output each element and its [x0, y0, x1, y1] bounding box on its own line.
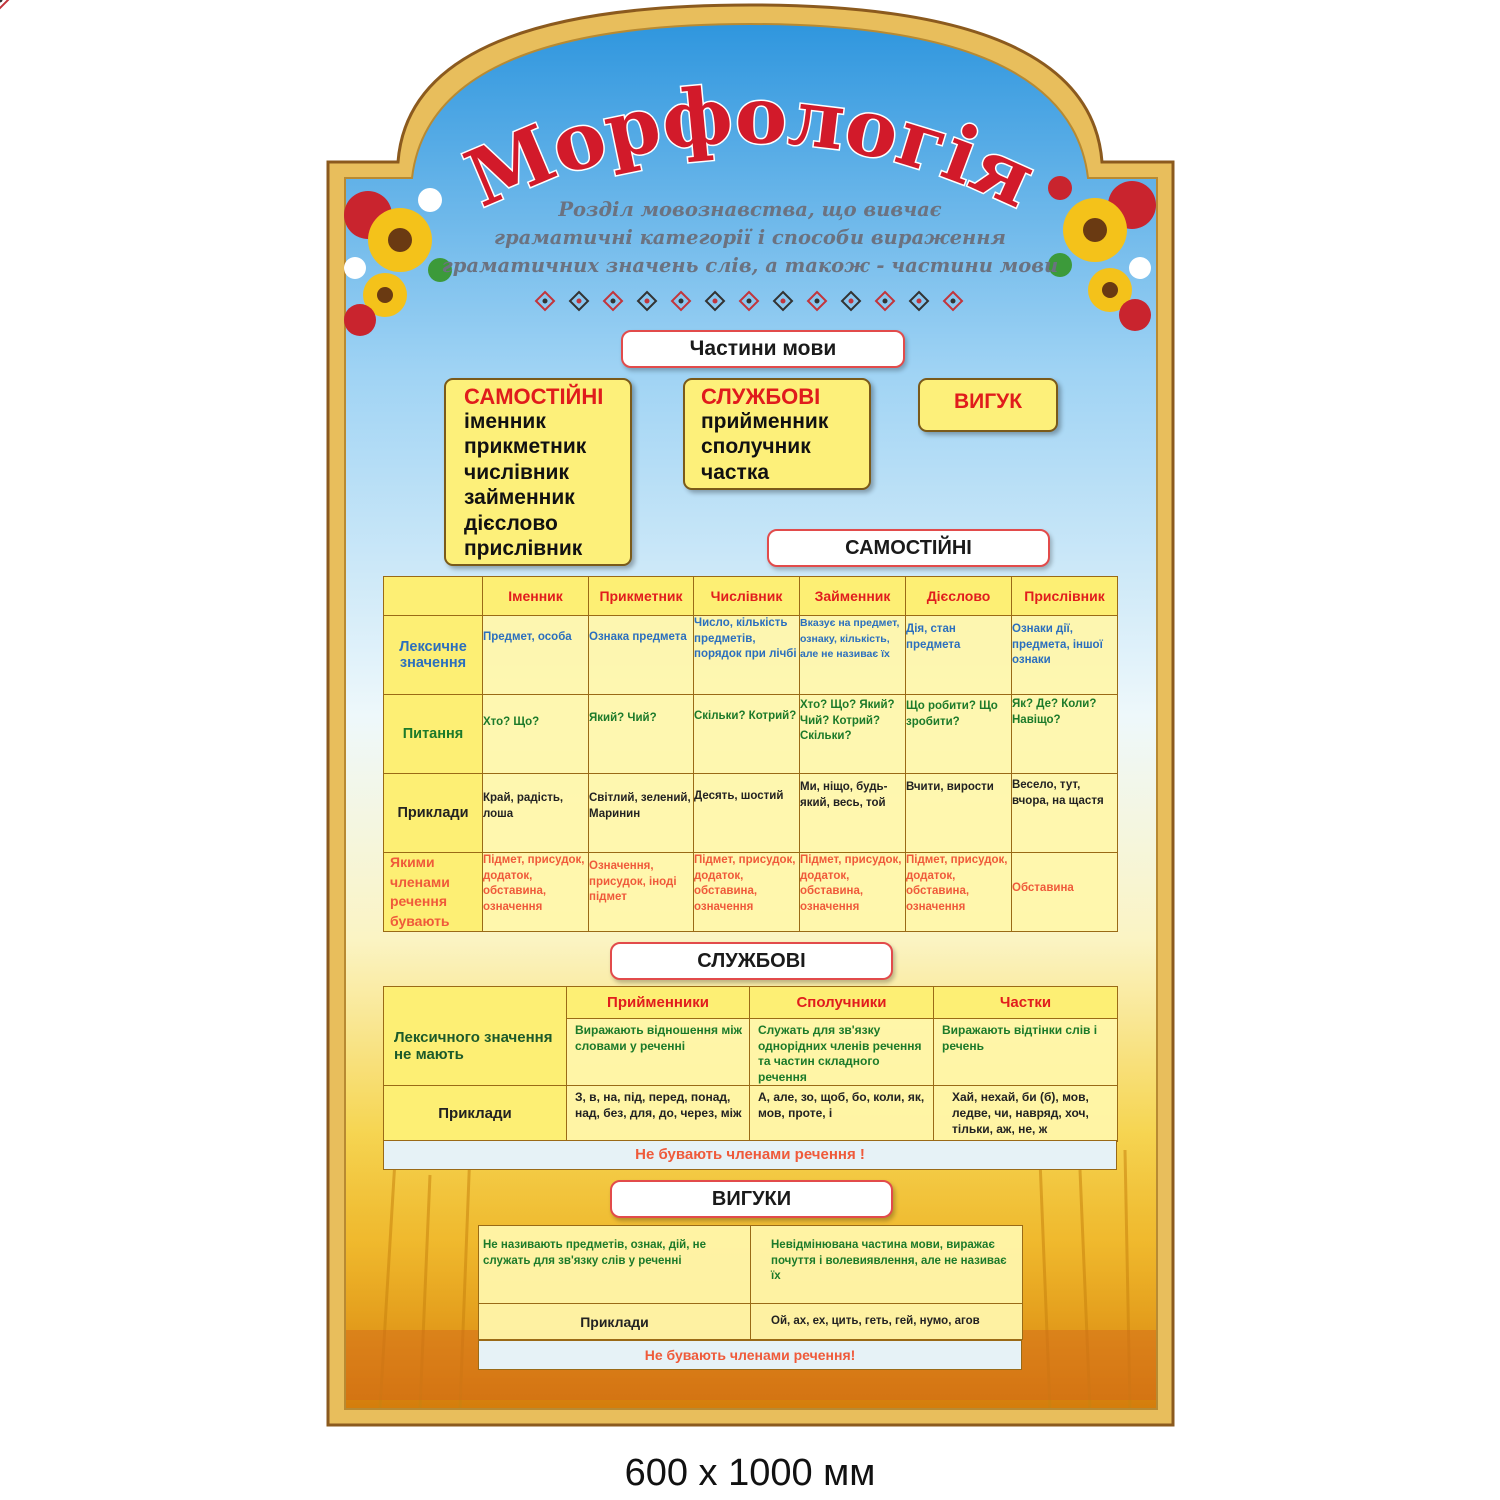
table-row	[479, 1304, 1023, 1340]
table-cell: Підмет, присудок, додаток, обставина, означення	[906, 853, 1012, 932]
independent-item: числівник	[464, 460, 569, 484]
table-cell: Хто? Що?	[483, 695, 589, 774]
table-cell: Хто? Що? Який? Чий? Котрий? Скільки?	[800, 695, 906, 774]
table-cell: Виражають відношення між словами у реченні	[567, 1019, 750, 1086]
independent-section-header: САМОСТІЙНІ	[767, 529, 1050, 567]
column-header: Займенник	[800, 577, 906, 616]
ornament-dot	[577, 299, 582, 304]
row-label: Приклади	[384, 774, 483, 853]
table-cell: Світлий, зелений, Маринин	[589, 774, 694, 853]
row-label: Якими членами речення бувають	[384, 853, 483, 932]
column-header: Частки	[934, 987, 1118, 1019]
table-cell: Хай, нехай, би (б), мов, ледве, чи, навряд, хоч, тільки, аж, не, ж	[934, 1086, 1118, 1142]
service-parts-box	[683, 378, 871, 490]
ornament-dot	[713, 299, 718, 304]
table-cell: Ознака предмета	[589, 616, 694, 695]
table-cell: Вказує на предмет, ознаку, кількість, але не називає їх	[800, 616, 906, 695]
subtitle	[440, 196, 1060, 280]
interjection-heading: ВИГУК	[953, 390, 1023, 413]
ornament-dot	[645, 299, 650, 304]
table-cell: Підмет, присудок, додаток, обставина, означення	[800, 853, 906, 932]
row-label: Приклади	[384, 1086, 567, 1142]
table-row	[384, 853, 1118, 932]
table-cell: Число, кількість предметів, порядок при лічбі	[694, 616, 800, 695]
table-cell: Означення, присудок, іноді підмет	[589, 853, 694, 932]
interjection-description: Не називають предметів, ознак, дій, не служать для зв'язку слів у реченні	[479, 1226, 751, 1304]
column-header: Числівник	[694, 577, 800, 616]
subtitle-line: Розділ мовознавства, що вивчає	[558, 198, 942, 221]
table-cell: Предмет, особа	[483, 616, 589, 695]
table-cell: Скільки? Котрий?	[694, 695, 800, 774]
table-row	[384, 695, 1118, 774]
table-row	[384, 774, 1118, 853]
table-row	[479, 1226, 1023, 1304]
interjection-box	[918, 378, 1058, 432]
examples-cell: Ой, ах, ех, цить, геть, гей, нумо, агов	[751, 1304, 1023, 1340]
ornament-dot	[611, 299, 616, 304]
interjection-section-header: ВИГУКИ	[610, 1180, 893, 1218]
table-row	[384, 1086, 1118, 1142]
table-cell: Обставина	[1012, 853, 1118, 932]
column-header: Сполучники	[750, 987, 934, 1019]
independent-item: займенник	[464, 486, 575, 510]
interjection-table	[478, 1225, 1023, 1340]
column-header: Іменник	[483, 577, 589, 616]
table-cell: Виражають відтінки слів і речень	[934, 1019, 1118, 1086]
service-item: прийменник	[701, 410, 829, 433]
table-cell: Який? Чий?	[589, 695, 694, 774]
table-cell: Весело, тут, вчора, на щастя	[1012, 774, 1118, 853]
ornament-dot	[951, 299, 956, 304]
table-cell: Ми, ніщо, будь-який, весь, той	[800, 774, 906, 853]
table-cell: Підмет, присудок, додаток, обставина, означення	[483, 853, 589, 932]
ornament-dot	[679, 299, 684, 304]
column-header: Прислівник	[1012, 577, 1118, 616]
interjection-note: Не бувають членами речення!	[478, 1340, 1022, 1370]
independent-table	[383, 576, 1118, 932]
ornament-dot	[747, 299, 752, 304]
independent-item: дієслово	[464, 511, 558, 535]
service-item: частка	[701, 460, 770, 484]
service-section-header: СЛУЖБОВІ	[610, 942, 893, 980]
ornament-dot	[917, 299, 922, 304]
column-header: Прийменники	[567, 987, 750, 1019]
service-heading: СЛУЖБОВІ	[701, 384, 821, 409]
independent-item: прислівник	[464, 537, 583, 561]
table-cell: Дія, стан предмета	[906, 616, 1012, 695]
subtitle-line: граматичні категорії і способи вираження	[494, 226, 1006, 249]
table-corner-cell	[384, 577, 483, 616]
independent-parts-box	[444, 378, 632, 566]
table-cell: Служать для зв'язку однорідних членів речення та частин складного речення	[750, 1019, 934, 1086]
service-item: сполучник	[701, 435, 811, 459]
ornament-dot	[815, 299, 820, 304]
table-cell: З, в, на, під, перед, понад, над, без, для, до, через, між	[567, 1086, 750, 1142]
independent-heading: САМОСТІЙНІ	[464, 384, 604, 409]
table-cell: Край, радість, лоша	[483, 774, 589, 853]
size-caption: 600 x 1000 мм	[624, 1452, 876, 1494]
row-label: Питання	[384, 695, 483, 774]
column-header: Прикметник	[589, 577, 694, 616]
row-label: Лексичне значення	[384, 616, 483, 695]
ornament-dot	[849, 299, 854, 304]
examples-label: Приклади	[479, 1304, 751, 1340]
independent-item: іменник	[464, 410, 546, 433]
page-title: Морфологія	[453, 69, 1048, 226]
service-note: Не бувають членами речення !	[383, 1140, 1117, 1170]
table-header-row	[384, 577, 1118, 616]
parts-of-speech-header: Частини мови	[621, 330, 905, 368]
table-cell: Підмет, присудок, додаток, обставина, означення	[694, 853, 800, 932]
ornament-dot	[781, 299, 786, 304]
interjection-description: Невідмінювана частина мови, виражає почуття і волевиявлення, але не називає їх	[751, 1226, 1023, 1304]
table-cell: Що робити? Що зробити?	[906, 695, 1012, 774]
table-cell: Ознаки дії, предмета, іншої ознаки	[1012, 616, 1118, 695]
row-label: Лексичного значення не мають	[384, 987, 567, 1086]
subtitle-line: граматичних значень слів, а також - частини мови	[441, 254, 1059, 277]
table-header-row	[384, 987, 1118, 1019]
independent-item: прикметник	[464, 435, 587, 459]
column-header: Дієслово	[906, 577, 1012, 616]
service-table	[383, 986, 1118, 1142]
ornament-dot	[543, 299, 548, 304]
table-cell: Десять, шостий	[694, 774, 800, 853]
table-cell: Вчити, вирости	[906, 774, 1012, 853]
table-cell: Як? Де? Коли? Навіщо?	[1012, 695, 1118, 774]
table-cell: А, але, зо, щоб, бо, коли, як, мов, проте, і	[750, 1086, 934, 1142]
table-row	[384, 616, 1118, 695]
ornament-dot	[883, 299, 888, 304]
